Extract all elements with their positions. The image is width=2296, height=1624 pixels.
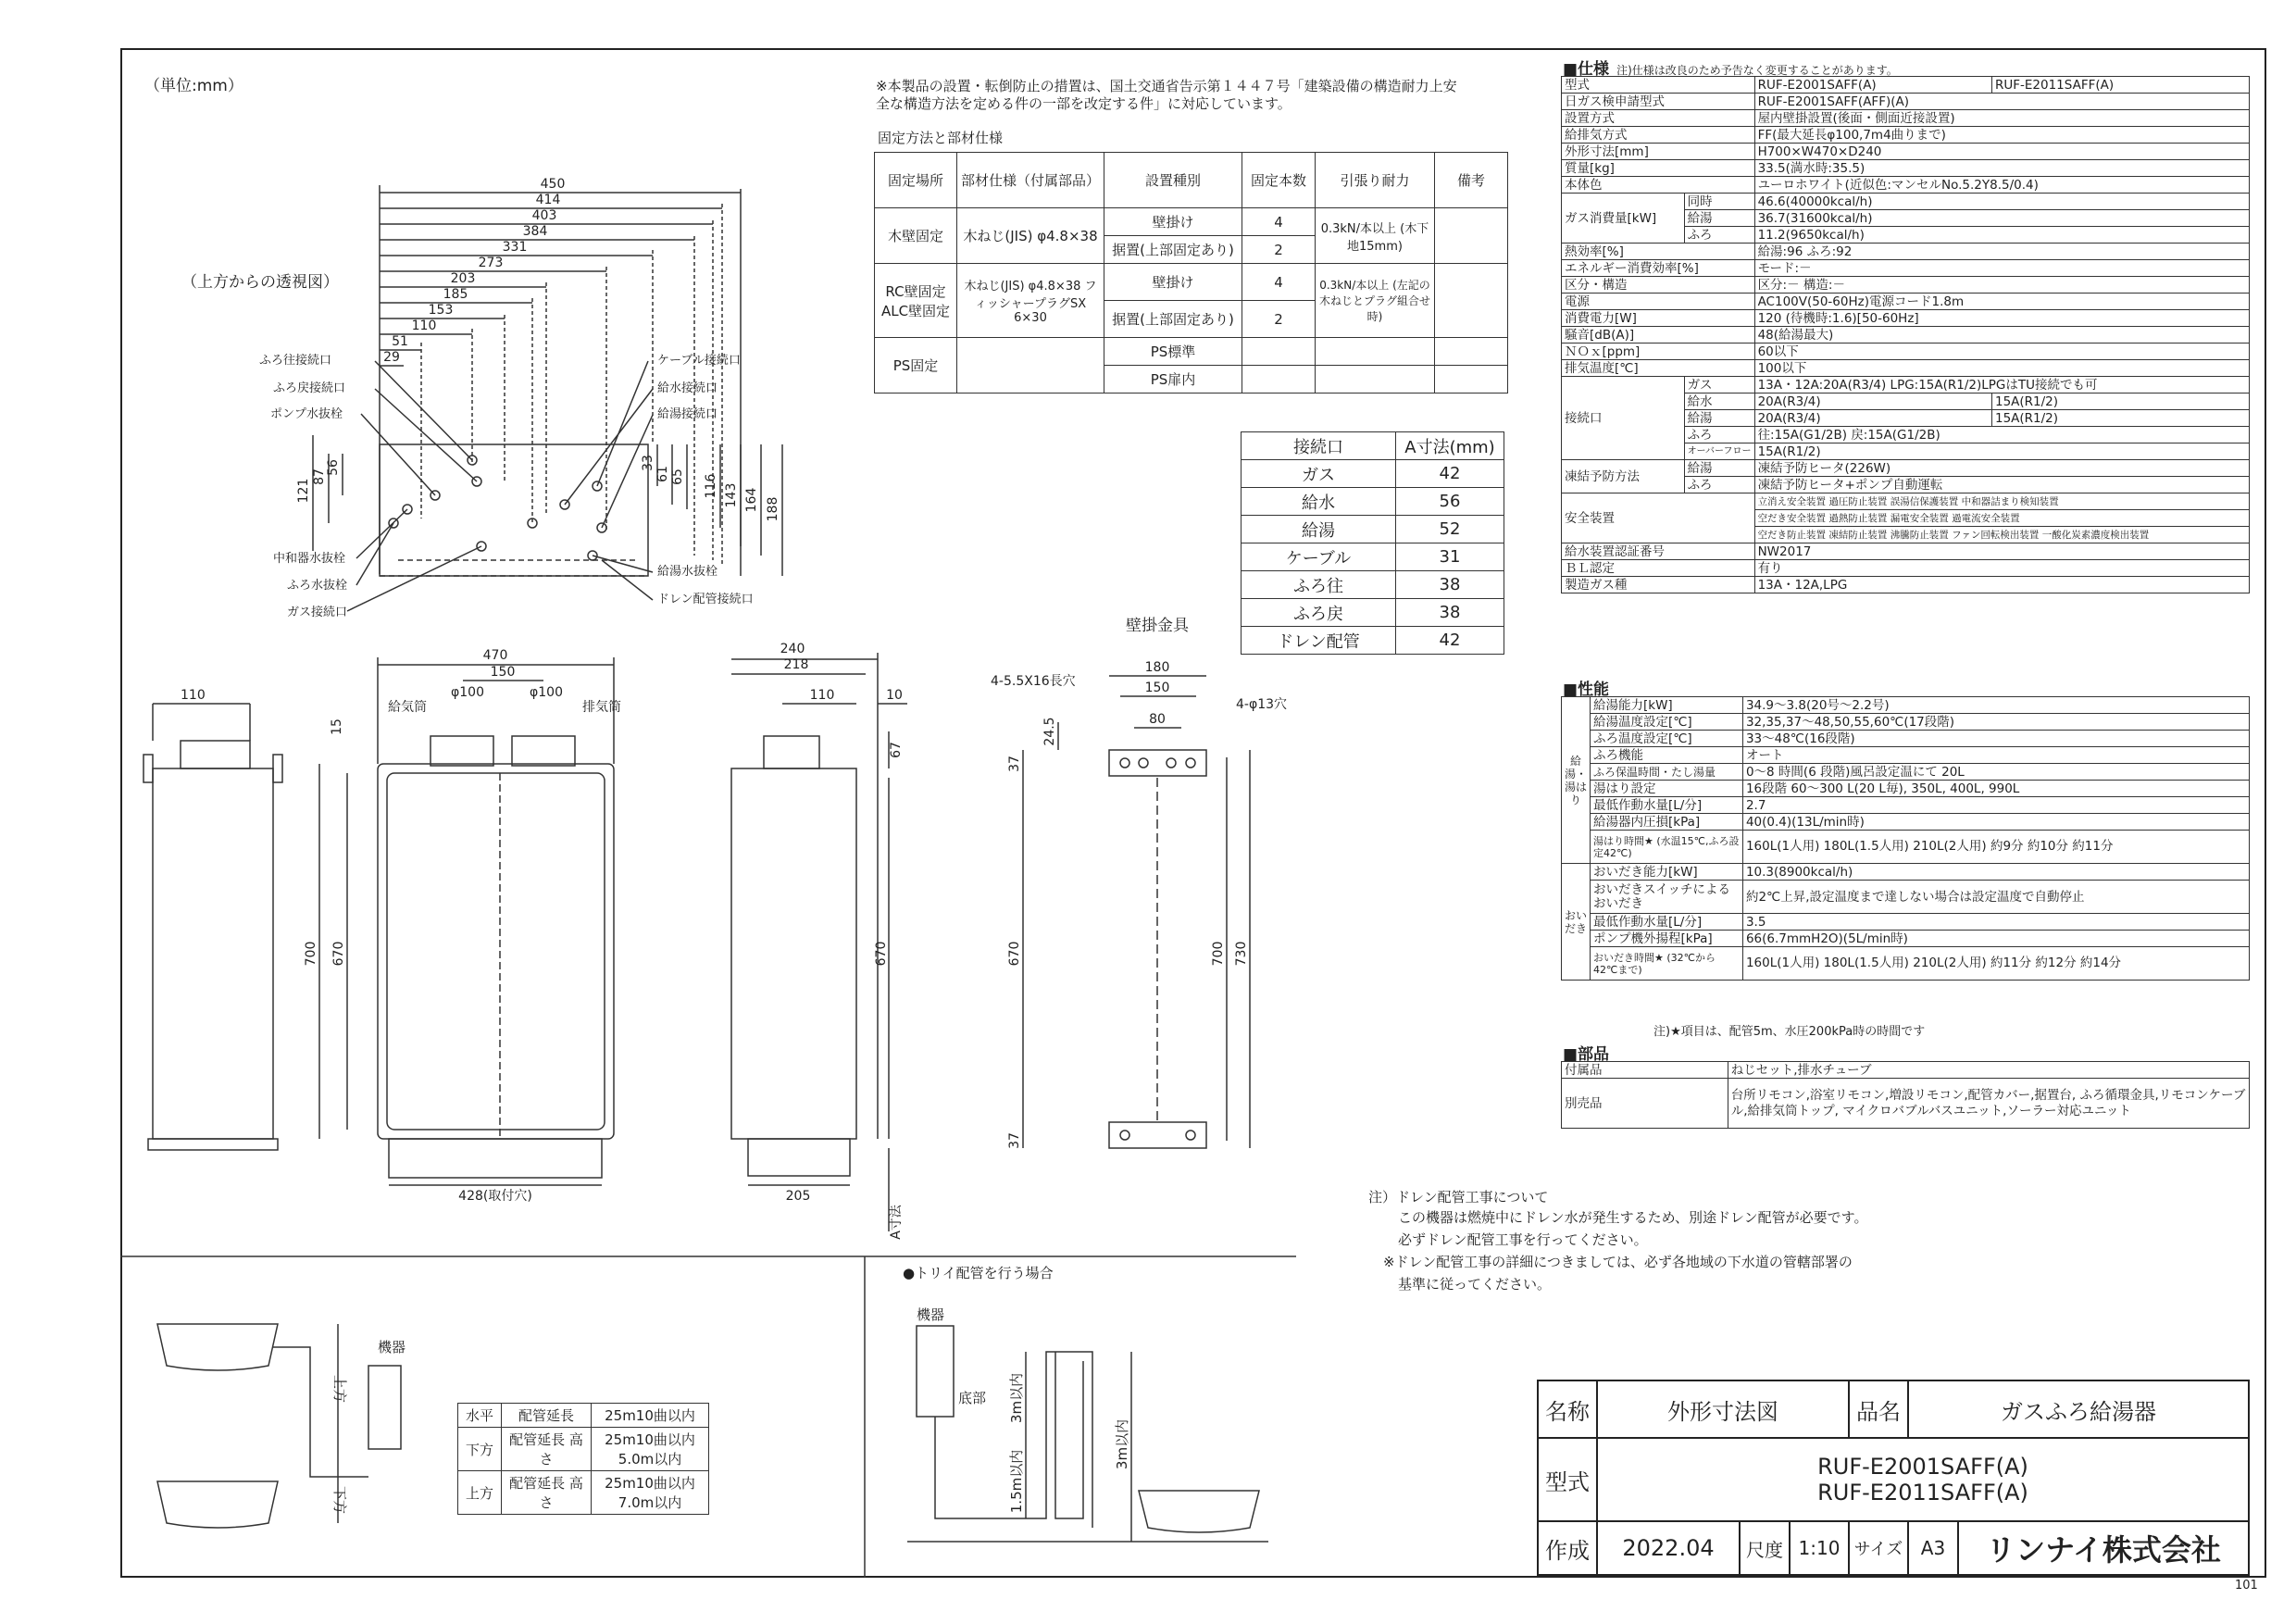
spec-val: 60以下 (1754, 344, 2249, 360)
conn-cell: 38 (1396, 599, 1504, 627)
title-block (1537, 1380, 2250, 1574)
pipe-cell: 配管延長 高 さ (502, 1428, 592, 1471)
callout-label: 給湯接続口 (657, 407, 718, 421)
bracket-top (1109, 750, 1206, 776)
dim-text: 24.5 (1042, 717, 1057, 746)
pipe-cell: 配管延長 高 さ (502, 1471, 592, 1515)
bracket-hole (1139, 758, 1148, 768)
spec-sub: ガス (1684, 377, 1754, 394)
leader-line (593, 556, 653, 572)
title-model: RUF-E2011SAFF(A) (1817, 1480, 2028, 1505)
dim-text: 700 (1211, 941, 1226, 967)
parts-title: ■部品 (1563, 1045, 1610, 1064)
title-value: 1:10 (1790, 1521, 1849, 1575)
dim-text: 15 (330, 718, 344, 735)
parts-table (1561, 1061, 2250, 1129)
dim-text: 121 (296, 478, 311, 504)
mount-header: 固定本数 (1242, 153, 1316, 208)
perf-val: 約2℃上昇,設定温度まで達しない場合は設定温度で自動停止 (1742, 881, 2249, 914)
conn-cell: 31 (1396, 543, 1504, 571)
title-label: 型式 (1538, 1438, 1597, 1521)
dim-text: 排気筒 (582, 700, 621, 715)
trap-dim: 1.5m以内 (1008, 1449, 1025, 1514)
spec-val: H700×W470×D240 (1754, 144, 2249, 160)
trap-unit (917, 1326, 954, 1417)
front-duct-left (430, 736, 493, 766)
spec-sub: ふろ (1684, 477, 1754, 493)
perf-val: 33～48℃(16段階) (1742, 731, 2249, 747)
conn-header: 接続口 (1242, 432, 1396, 460)
mount-cell: RC壁固定 ALC壁固定 (875, 264, 957, 338)
perf-val: 34.9～3.8(20号～2.2号) (1742, 697, 2249, 714)
left-view-base (148, 1139, 278, 1150)
callout-label: ポンプ水抜栓 (270, 407, 343, 421)
dim-text: 273 (478, 256, 504, 270)
spec-sub: オーバーフロー (1684, 443, 1754, 460)
trap-pipe-inner (1055, 1352, 1083, 1518)
left-view-bracket (144, 755, 153, 782)
mount-cell: 2 (1242, 301, 1316, 338)
trap-label: ●トリイ配管を行う場合 (903, 1265, 1054, 1281)
perf-key: 給湯能力[kW] (1591, 697, 1743, 714)
spec-val: NW2017 (1754, 543, 2249, 560)
spec-sub: 給水 (1684, 394, 1754, 410)
drain-note: この機器は燃焼中にドレン水が発生するため、別途ドレン配管が必要です。 (1398, 1209, 1868, 1226)
perf-val: 16段階 60～300 L(20 L毎), 350L, 400L, 990L (1742, 781, 2249, 797)
mount-header: 固定場所 (875, 153, 957, 208)
conn-cell: 56 (1396, 488, 1504, 516)
perf-key: ふろ温度設定[℃] (1591, 731, 1743, 747)
unit-box (368, 1366, 401, 1449)
conn-cell: ドレン配管 (1242, 627, 1396, 655)
title-label: 作成 (1538, 1521, 1597, 1575)
callout-label: 中和器水抜栓 (273, 552, 346, 566)
spec-key: 電源 (1562, 294, 1755, 310)
spec-val: 往:15A(G1/2B) 戻:15A(G1/2B) (1754, 427, 2249, 443)
dim-text: 61 (655, 466, 670, 482)
conn-cell: 42 (1396, 627, 1504, 655)
dim-text: 給気筒 (388, 700, 427, 715)
mount-cell: 4 (1242, 208, 1316, 236)
spec-val: 空だき安全装置 過熱防止装置 漏電安全装置 過電流安全装置 (1754, 510, 2249, 527)
spec-key: 給水装置認証番号 (1562, 543, 1755, 560)
spec-val: 11.2(9650kcal/h) (1754, 227, 2249, 244)
front-view-body (378, 764, 614, 1139)
perf-val: 3.5 (1742, 914, 2249, 931)
dim-text: 205 (785, 1189, 811, 1204)
spec-key: ＢＬ認定 (1562, 560, 1755, 577)
mount-cell: 0.3kN/本以上 (木下地15mm) (1316, 208, 1435, 264)
perf-key: 湯はり時間★ (水温15℃,ふろ設定42℃) (1591, 831, 1743, 864)
bathtub-upper (157, 1324, 278, 1370)
company-name: リンナイ株式会社 (1958, 1521, 2249, 1575)
leader-line (375, 389, 477, 481)
spec-val: RUF-E2001SAFF(AFF)(A) (1754, 94, 2249, 110)
mount-header: 引張り耐力 (1316, 153, 1435, 208)
conn-header: A寸法(mm) (1396, 432, 1504, 460)
conn-cell: ガス (1242, 460, 1396, 488)
callout-label: ふろ往接続口 (259, 354, 332, 368)
bath-down-label: 下方 (331, 1485, 348, 1515)
spec-val: 15A(R1/2) (1754, 443, 2249, 460)
bracket-title: 壁掛金具 (1126, 617, 1189, 635)
dim-text: 153 (428, 303, 454, 318)
mount-cell: 据置(上部固定あり) (1104, 301, 1242, 338)
mount-note: ※本製品の設置・転倒防止の措置は、国土交通省告示第１４４７号「建築設備の構造耐力上安全な構造方法を定める件の一部を改定する件」に対応しています。 (876, 78, 1457, 112)
top-dim-texts (296, 177, 780, 521)
trap-diagram (907, 1326, 1268, 1542)
dim-text: 29 (383, 350, 400, 365)
dim-text: 87 (312, 468, 327, 485)
perf-key: ふろ保温時間・たし湯量 (1591, 764, 1743, 781)
top-callouts (259, 353, 754, 619)
leader-line (361, 414, 435, 495)
spec-key: エネルギー消費効率[%] (1562, 260, 1755, 277)
spec-val: 屋内壁掛設置(後面・側面近接設置) (1754, 110, 2249, 127)
conn-cell: 38 (1396, 571, 1504, 599)
perf-key: おいだき能力[kW] (1591, 864, 1743, 881)
parts-val: ねじセット,排水チューブ (1728, 1062, 2249, 1079)
dim-text: 110 (411, 319, 437, 333)
bracket-bottom (1109, 1122, 1206, 1148)
drain-note: 必ずドレン配管工事を行ってください。 (1398, 1231, 1648, 1248)
dim-text: 730 (1234, 941, 1249, 967)
front-view-panel (387, 773, 605, 1130)
dim-text: 670 (1007, 941, 1022, 967)
dim-text: φ100 (451, 685, 484, 700)
spec-key: ＮＯｘ[ppm] (1562, 344, 1755, 360)
spec-val: 20A(R3/4) (1754, 410, 1991, 427)
spec-val: モード:－ (1754, 260, 2249, 277)
dim-text: 414 (535, 193, 561, 207)
side-view-body (731, 768, 856, 1139)
dim-text: 188 (766, 496, 780, 522)
dim-text: 150 (1144, 681, 1170, 695)
dim-text: 110 (181, 688, 206, 703)
perf-val: 32,35,37～48,50,55,60℃(17段階) (1742, 714, 2249, 731)
spec-key: 排気温度[℃] (1562, 360, 1755, 377)
callout-label: ケーブル接続口 (657, 354, 741, 368)
spec-sub: 給湯 (1684, 210, 1754, 227)
title-model: RUF-E2001SAFF(A) (1817, 1454, 2028, 1480)
bathtub-lower (157, 1481, 278, 1528)
mount-cell: 壁掛け (1104, 208, 1242, 236)
spec-val: 20A(R3/4) (1754, 394, 1991, 410)
spec-key: 消費電力[W] (1562, 310, 1755, 327)
conn-cell: ケーブル (1242, 543, 1396, 571)
spec-key: 区分・構造 (1562, 277, 1755, 294)
callout-label: 給水接続口 (657, 381, 718, 395)
parts-key: 別売品 (1562, 1079, 1728, 1129)
units-label: （単位:mm） (144, 77, 243, 95)
callout-label: ドレン配管接続口 (657, 593, 754, 606)
trap-dim: 3m以内 (1114, 1418, 1130, 1470)
title-value: 2022.04 (1597, 1521, 1740, 1575)
leader-line (356, 509, 407, 558)
dim-text: 116 (704, 473, 718, 499)
dim-text: 384 (522, 224, 548, 239)
dim-text: 143 (724, 482, 739, 508)
spec-key: 本体色 (1562, 177, 1755, 194)
spec-val: AC100V(50-60Hz)電源コード1.8m (1754, 294, 2249, 310)
spec-val: 36.7(31600kcal/h) (1754, 210, 2249, 227)
spec-key: 日ガス検申請型式 (1562, 94, 1755, 110)
leader-line (565, 389, 653, 505)
mount-header: 部材仕様（付属部品） (957, 153, 1104, 208)
dim-text: A寸法 (889, 1205, 904, 1240)
perf-key: おいだきスイッチによるおいだき (1591, 881, 1743, 914)
mount-header: 設置種別 (1104, 153, 1242, 208)
mount-cell: PS標準 (1104, 338, 1242, 366)
front-duct-right (512, 736, 575, 766)
pipe-cell: 上方 (458, 1471, 502, 1515)
pipe-cell: 25m10曲以内 5.0m以内 (592, 1428, 709, 1471)
pipe-cell: 水平 (458, 1404, 502, 1428)
perf-val: 40(0.4)(13L/min時) (1742, 814, 2249, 831)
perf-key: 最低作動水量[L/分] (1591, 797, 1743, 814)
callout-label: ガス接続口 (287, 606, 348, 619)
perf-val: 160L(1人用) 180L(1.5人用) 210L(2人用) 約11分 約12分 約14分 (1742, 947, 2249, 981)
dim-text: 67 (889, 742, 904, 758)
perf-val: 0～8 時間(6 段階)風呂設定温にて 20L (1742, 764, 2249, 781)
callout-label: ふろ水抜栓 (287, 579, 348, 593)
perf-val: オート (1742, 747, 2249, 764)
perf-table (1561, 696, 2250, 981)
spec-val: 空だき防止装置 凍結防止装置 沸騰防止装置 ファン回転検出装置 一酸化炭素濃度検出装置 (1754, 527, 2249, 543)
callout-label: 給湯水抜栓 (657, 565, 718, 579)
perf-side: おいだき (1562, 864, 1591, 981)
spec-key: 熱効率[%] (1562, 244, 1755, 260)
pipe-path (273, 1347, 368, 1477)
mount-cell: 壁掛け (1104, 264, 1242, 301)
trap-bottom-label: 底部 (958, 1390, 987, 1406)
mount-cell: 4 (1242, 264, 1316, 301)
top-view (313, 185, 782, 611)
perf-key: ポンプ機外揚程[kPa] (1591, 931, 1743, 947)
title-value: ガスふろ給湯器 (1908, 1380, 2249, 1438)
spec-key: 給排気方式 (1562, 127, 1755, 144)
dim-text: 33 (641, 455, 655, 471)
perf-title: ■性能 (1563, 681, 1610, 699)
title-label: 品名 (1849, 1380, 1908, 1438)
trap-bathtub (1139, 1491, 1259, 1532)
perf-key: ふろ機能 (1591, 747, 1743, 764)
dim-text: 203 (450, 271, 476, 286)
dim-text: 218 (783, 657, 809, 672)
title-label: 尺度 (1740, 1521, 1790, 1575)
conn-cell: ふろ戻 (1242, 599, 1396, 627)
top-view-label: （上方からの透視図） (181, 273, 339, 292)
spec-sub: ふろ (1684, 427, 1754, 443)
spec-val: 区分:－ 構造:－ (1754, 277, 2249, 294)
spec-val: 13A・12A,LPG (1754, 577, 2249, 593)
front-view-bottom (389, 1139, 602, 1178)
spec-title-text: ■仕様 (1563, 60, 1610, 79)
conn-cell: ふろ往 (1242, 571, 1396, 599)
spec-val: 15A(R1/2) (1991, 410, 2249, 427)
dim-text: 450 (540, 177, 566, 192)
dim-text: 700 (304, 941, 318, 967)
spec-sub: 給湯 (1684, 460, 1754, 477)
perf-val: 10.3(8900kcal/h) (1742, 864, 2249, 881)
conn-cell: 42 (1396, 460, 1504, 488)
spec-val: 凍結予防ヒータ+ポンプ自動運転 (1754, 477, 2249, 493)
spec-key: 外形寸法[mm] (1562, 144, 1755, 160)
bath-unit-label: 機器 (378, 1339, 406, 1355)
bath-up-label: 上方 (331, 1374, 348, 1404)
spec-key: 設置方式 (1562, 110, 1755, 127)
spec-key: 騒音[dB(A)] (1562, 327, 1755, 344)
dim-text: 37 (1007, 1132, 1022, 1149)
mount-cell: 2 (1242, 236, 1316, 264)
dim-text: 428(取付穴) (458, 1189, 532, 1204)
mount-cell: 木壁固定 (875, 208, 957, 264)
drain-note: 基準に従ってください。 (1398, 1276, 1552, 1293)
spec-val: 48(給湯最大) (1754, 327, 2249, 344)
perf-side: 給湯・湯はり (1562, 697, 1591, 864)
mount-cell: PS扉内 (1104, 366, 1242, 394)
spec-key: ガス消費量[kW] (1562, 194, 1685, 244)
spec-val: FF(最大延長φ100,7m4曲りまで) (1754, 127, 2249, 144)
pipe-cell: 25m10曲以内 (592, 1404, 709, 1428)
mount-cell: 0.3kN/本以上 (左記の木ねじとプラグ組合せ時) (1316, 264, 1435, 338)
spec-val: 120 (待機時:1.6)[50-60Hz] (1754, 310, 2249, 327)
spec-val: ユーロホワイト(近似色:マンセルNo.5.2Y8.5/0.4) (1754, 177, 2249, 194)
pipe-table (457, 1403, 709, 1515)
dim-text: 37 (1007, 756, 1022, 772)
dim-text: 470 (482, 648, 508, 663)
pipe-cell: 25m10曲以内 7.0m以内 (592, 1471, 709, 1515)
dim-text: 65 (670, 468, 685, 485)
spec-sub: ふろ (1684, 227, 1754, 244)
dim-text: 56 (326, 459, 341, 476)
spec-note: 注)仕様は改良のため予告なく変更することがあります。 (1616, 64, 1898, 77)
title-label: サイズ (1849, 1521, 1908, 1575)
spec-val: 凍結予防ヒータ(226W) (1754, 460, 2249, 477)
left-view (144, 704, 282, 1150)
mount-header: 備考 (1435, 153, 1508, 208)
title-model-cell (1597, 1438, 2249, 1521)
mount-title: 固定方法と部材仕様 (878, 130, 1004, 146)
perf-key: おいだき時間★ (32℃から42℃まで) (1591, 947, 1743, 981)
perf-key: 湯はり設定 (1591, 781, 1743, 797)
side-view-bottom (748, 1139, 850, 1176)
pipe-cell: 下方 (458, 1428, 502, 1471)
title-value: A3 (1908, 1521, 1958, 1575)
bath-diagram (157, 1324, 401, 1528)
spec-sub: 給湯 (1684, 410, 1754, 427)
spec-val: 給湯:96 ふろ:92 (1754, 244, 2249, 260)
spec-key: 接続口 (1562, 377, 1685, 460)
spec-key: 製造ガス種 (1562, 577, 1755, 593)
leader-line (347, 546, 481, 611)
mount-cell: 据置(上部固定あり) (1104, 236, 1242, 264)
spec-val: 100以下 (1754, 360, 2249, 377)
spec-sub: 同時 (1684, 194, 1754, 210)
dim-text: 110 (809, 688, 835, 703)
spec-val: 33.5(満水時:35.5) (1754, 160, 2249, 177)
dim-text: 670 (331, 941, 346, 967)
dim-text: 240 (780, 642, 805, 656)
spec-val: RUF-E2001SAFF(A) (1754, 77, 1991, 94)
perf-key: 最低作動水量[L/分] (1591, 914, 1743, 931)
conn-cell: 給水 (1242, 488, 1396, 516)
dim-text: 4-5.5X16長穴 (991, 674, 1076, 689)
spec-key: 安全装置 (1562, 493, 1755, 543)
spec-val: 15A(R1/2) (1991, 394, 2249, 410)
top-view-outline (380, 444, 648, 576)
bracket-hole (1186, 1131, 1195, 1140)
dim-text: 80 (1149, 712, 1166, 727)
mount-cell: 木ねじ(JIS) φ4.8×38 フィッシャープラグSX 6×30 (957, 264, 1104, 338)
bracket-hole (1167, 758, 1176, 768)
spec-val: 立消え安全装置 過圧防止装置 誤湯信保護装置 中和器詰まり検知装置 (1754, 493, 2249, 510)
perf-val: 2.7 (1742, 797, 2249, 814)
perf-key: 給湯温度設定[℃] (1591, 714, 1743, 731)
dim-text: 51 (392, 334, 408, 349)
spec-key: 質量[kg] (1562, 160, 1755, 177)
mount-cell: 木ねじ(JIS) φ4.8×38 (957, 208, 1104, 264)
dim-text: 403 (531, 208, 557, 223)
left-view-bracket (273, 755, 282, 782)
conn-cell: 52 (1396, 516, 1504, 543)
perf-note: 注)★項目は、配管5m、水圧200kPa時の時間です (1653, 1025, 1926, 1039)
trap-unit-label: 機器 (917, 1306, 945, 1323)
perf-val: 160L(1人用) 180L(1.5人用) 210L(2人用) 約9分 約10分 約11分 (1742, 831, 2249, 864)
dim-text: 10 (886, 688, 903, 703)
dim-text: 4-φ13穴 (1236, 697, 1288, 712)
title-label: 名称 (1538, 1380, 1597, 1438)
spec-val: 13A・12A:20A(R3/4) LPG:15A(R1/2)LPGはTU接続でも可 (1754, 377, 2249, 394)
spec-val: 有り (1754, 560, 2249, 577)
parts-val: 台所リモコン,浴室リモコン,増設リモコン,配管カバー,据置台, ふろ循環金具,リモコンケーブル,給排気筒トップ, マイクロバブルバスユニット,ソーラー対応ユニット (1728, 1079, 2249, 1129)
side-view-duct (764, 736, 819, 768)
title-value: 外形寸法図 (1597, 1380, 1849, 1438)
callout-label: ふろ戻接続口 (273, 381, 346, 395)
spec-key: 凍結予防方法 (1562, 460, 1685, 493)
bracket-hole (1186, 758, 1195, 768)
pipe-cell: 配管延長 (502, 1404, 592, 1428)
dim-text: φ100 (530, 685, 563, 700)
trap-dim: 3m以内 (1008, 1372, 1025, 1424)
left-view-body (153, 768, 273, 1139)
dim-text: 670 (874, 941, 889, 967)
perf-key: 給湯器内圧損[kPa] (1591, 814, 1743, 831)
dim-text: 185 (443, 287, 468, 302)
conn-cell: 給湯 (1242, 516, 1396, 543)
drain-note: 注）ドレン配管工事について (1368, 1189, 1549, 1206)
front-view (319, 657, 614, 1185)
bracket-hole (1120, 1131, 1129, 1140)
left-view-duct (181, 741, 250, 768)
mount-cell: PS固定 (875, 338, 957, 394)
spec-val: 46.6(40000kcal/h) (1754, 194, 2249, 210)
dim-text: 180 (1144, 660, 1170, 675)
dim-text: 164 (744, 487, 759, 513)
spec-table (1561, 76, 2250, 593)
spec-key: 型式 (1562, 77, 1755, 94)
spec-val: RUF-E2011SAFF(A) (1991, 77, 2249, 94)
drain-note: ※ドレン配管工事の詳細につきましては、必ず各地域の下水道の管轄部署の (1383, 1254, 1853, 1270)
parts-key: 付属品 (1562, 1062, 1728, 1079)
bracket-hole (1120, 758, 1129, 768)
perf-val: 66(6.7mmH2O)(5L/min時) (1742, 931, 2249, 947)
dim-text: 331 (502, 240, 528, 255)
dim-text: 150 (490, 665, 516, 680)
page-number: 101 (2235, 1579, 2258, 1593)
leader-line (602, 560, 653, 600)
